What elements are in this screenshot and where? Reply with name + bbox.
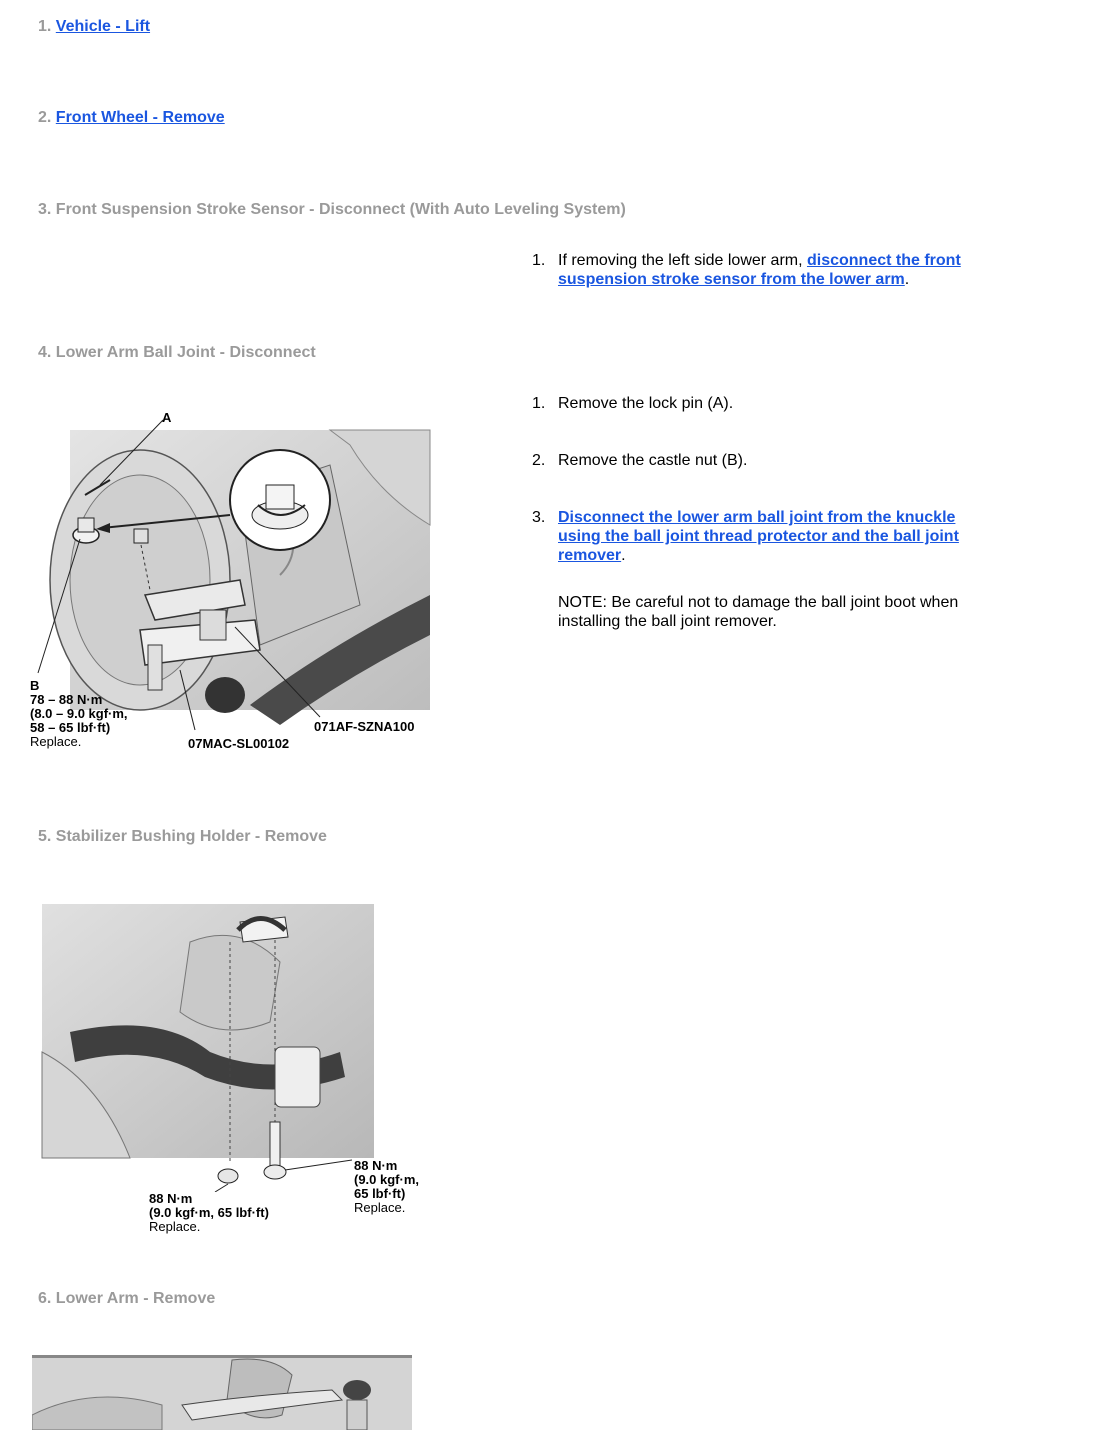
step-number: 3. <box>38 201 52 218</box>
torque-lbfft: 58 – 65 lbf·ft) <box>30 720 111 735</box>
lower-arm-illustration <box>32 1355 414 1430</box>
step-5-heading <box>38 828 327 846</box>
torque-kgfm-lbfft: (9.0 kgf·m, 65 lbf·ft) <box>149 1205 269 1220</box>
torque-kgfm: (8.0 – 9.0 kgf·m, <box>30 706 128 721</box>
torque-nm: 88 N·m <box>149 1191 193 1206</box>
front-wheel-remove-link[interactable]: Front Wheel - Remove <box>55 109 225 126</box>
step-title: Stabilizer Bushing Holder - Remove <box>55 828 327 845</box>
torque-spec-b <box>30 679 128 749</box>
replace-note: Replace. <box>354 1200 406 1215</box>
step-title: Lower Arm - Remove <box>55 1290 216 1307</box>
replace-note: Replace. <box>30 734 82 749</box>
stabilizer-bushing-illustration <box>40 902 440 1192</box>
step-4-heading <box>38 344 316 362</box>
step-number: 2. <box>38 109 52 126</box>
step-number: 4. <box>38 344 52 361</box>
substep-text-after: . <box>904 271 910 288</box>
substep-text: Remove the castle nut (B). <box>558 452 748 469</box>
torque-spec-right <box>354 1159 419 1215</box>
step-3-heading <box>38 201 626 219</box>
substep-text <box>558 251 978 289</box>
step-number: 5. <box>38 828 52 845</box>
torque-lbfft: 65 lbf·ft) <box>354 1186 406 1201</box>
step-title: Front Suspension Stroke Sensor - Disconnect (With Auto Leveling System) <box>55 201 626 218</box>
torque-nm: 88 N·m <box>354 1158 398 1173</box>
vehicle-lift-link[interactable]: Vehicle - Lift <box>55 18 151 35</box>
step-number: 1. <box>38 18 52 35</box>
torque-spec-left <box>149 1192 269 1234</box>
substep-number: 1. <box>532 395 546 412</box>
step-title: Lower Arm Ball Joint - Disconnect <box>55 344 316 361</box>
substep-text-after: . <box>621 547 626 564</box>
step-number: 6. <box>38 1290 52 1307</box>
substep-text-before: If removing the left side lower arm, <box>558 252 807 269</box>
step-2-heading <box>38 109 225 127</box>
replace-note: Replace. <box>149 1219 201 1234</box>
tool-label-2: 071AF-SZNA100 <box>314 719 415 734</box>
substep-number: 2. <box>532 452 546 469</box>
step-1-heading <box>38 18 150 36</box>
disconnect-ball-joint-link[interactable]: Disconnect the lower arm ball joint from the knuckle using the ball joint thread protector and the ball joint remover <box>558 509 959 564</box>
torque-kgfm: (9.0 kgf·m, <box>354 1172 420 1187</box>
substep-text <box>558 508 978 565</box>
disconnect-stroke-sensor-link[interactable]: disconnect the front suspension stroke sensor from the lower arm <box>558 252 961 288</box>
substep-number: 1. <box>532 252 546 269</box>
step-6-heading <box>38 1290 215 1308</box>
substep-number: 3. <box>532 509 546 526</box>
label-a: A <box>162 410 172 425</box>
note-text: NOTE: Be careful not to damage the ball joint boot when installing the ball joint remover. <box>558 594 959 630</box>
substep-text: Remove the lock pin (A). <box>558 395 734 412</box>
label-b: B <box>30 678 40 693</box>
torque-nm: 78 – 88 N·m <box>30 692 103 707</box>
tool-label-1: 07MAC-SL00102 <box>188 736 290 751</box>
